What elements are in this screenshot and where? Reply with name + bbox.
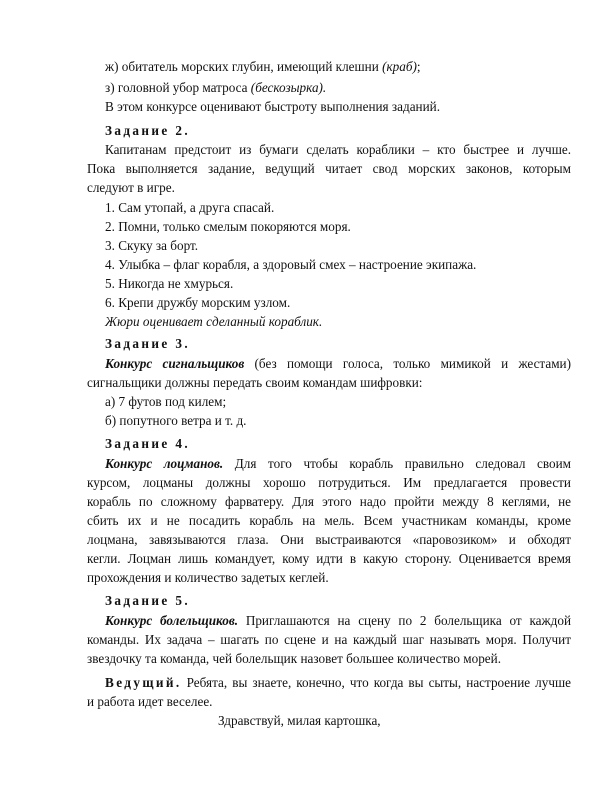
jury-note: Жюри оценивает сделанный кораблик. <box>105 314 323 329</box>
task-5-line-1: Конкурс болельщиков. Приглашаются на сцену по 2 болельщика от каждой <box>105 613 571 628</box>
law-item: 4. Улыбка – флаг корабля, а здоровый смех – настроение экипажа. <box>105 257 477 272</box>
task-2-heading: Задание 2. <box>105 123 191 138</box>
poem-line: Здравствуй, милая картошка, <box>218 713 381 728</box>
cipher-item: б) попутного ветра и т. д. <box>105 413 247 428</box>
task-3-heading: Задание 3. <box>105 336 191 351</box>
law-item: 3. Скуку за борт. <box>105 238 199 253</box>
task-4-heading: Задание 4. <box>105 436 191 451</box>
task-2-line-3: следуют в игре. <box>87 180 175 195</box>
task-4-line: лоцмана, завязываются глаза. Они выстраиваются «паровозиком» и обходят <box>87 532 571 547</box>
answer-line-z: з) головной убор матроса (бескозырка). <box>105 80 327 95</box>
task-3-line-1: Конкурс сигнальщиков (без помощи голоса, только мимикой и жестами) <box>105 356 571 371</box>
task-2-line-2: Пока выполняется задание, ведущий читает свод морских законов, которым <box>87 161 571 176</box>
host-line-1: Ведущий. Ребята, вы знаете, конечно, что когда вы сыты, настроение лучше <box>105 675 571 690</box>
task-3-line-2: сигнальщики должны передать своим командам шифровки: <box>87 375 423 390</box>
host-line-2: и работа идет веселее. <box>87 694 213 709</box>
law-item: 1. Сам утопай, а друга спасай. <box>105 200 275 215</box>
task-4-line-1: Конкурс лоцманов. Для того чтобы корабль правильно следовал своим <box>105 456 571 471</box>
task-4-line: курсом, лоцманы должны хорошо потрудиться. Им предлагается провести <box>87 475 571 490</box>
law-item: 6. Крепи дружбу морским узлом. <box>105 295 291 310</box>
task-5-line: звездочку та команда, чей болельщик назовет большее количество морей. <box>87 651 502 666</box>
task-4-line: прохождения и количество задетых кеглей. <box>87 570 329 585</box>
cipher-item: а) 7 футов под килем; <box>105 394 227 409</box>
task-4-line: корабль по сложному фарватеру. Для этого надо пройти между 8 кеглями, не <box>87 494 571 509</box>
task-4-line: сбить их и не посадить корабль на мель. Всем участникам команды, кроме <box>87 513 571 528</box>
law-item: 5. Никогда не хмурься. <box>105 276 234 291</box>
task-5-line: команды. Их задача – шагать по сцене и на каждый шаг называть моря. Получит <box>87 632 571 647</box>
task-4-line: кегли. Лоцман лишь командует, кому идти в какую сторону. Оценивается время <box>87 551 571 566</box>
answer-line-zh: ж) обитатель морских глубин, имеющий клешни (краб); <box>105 59 421 74</box>
task-2-line-1: Капитанам предстоит из бумаги сделать кораблики – кто быстрее и лучше. <box>105 142 571 157</box>
law-item: 2. Помни, только смелым покоряются моря. <box>105 219 351 234</box>
evaluation-note: В этом конкурсе оценивают быстроту выполнения заданий. <box>105 99 441 114</box>
task-5-heading: Задание 5. <box>105 593 191 608</box>
